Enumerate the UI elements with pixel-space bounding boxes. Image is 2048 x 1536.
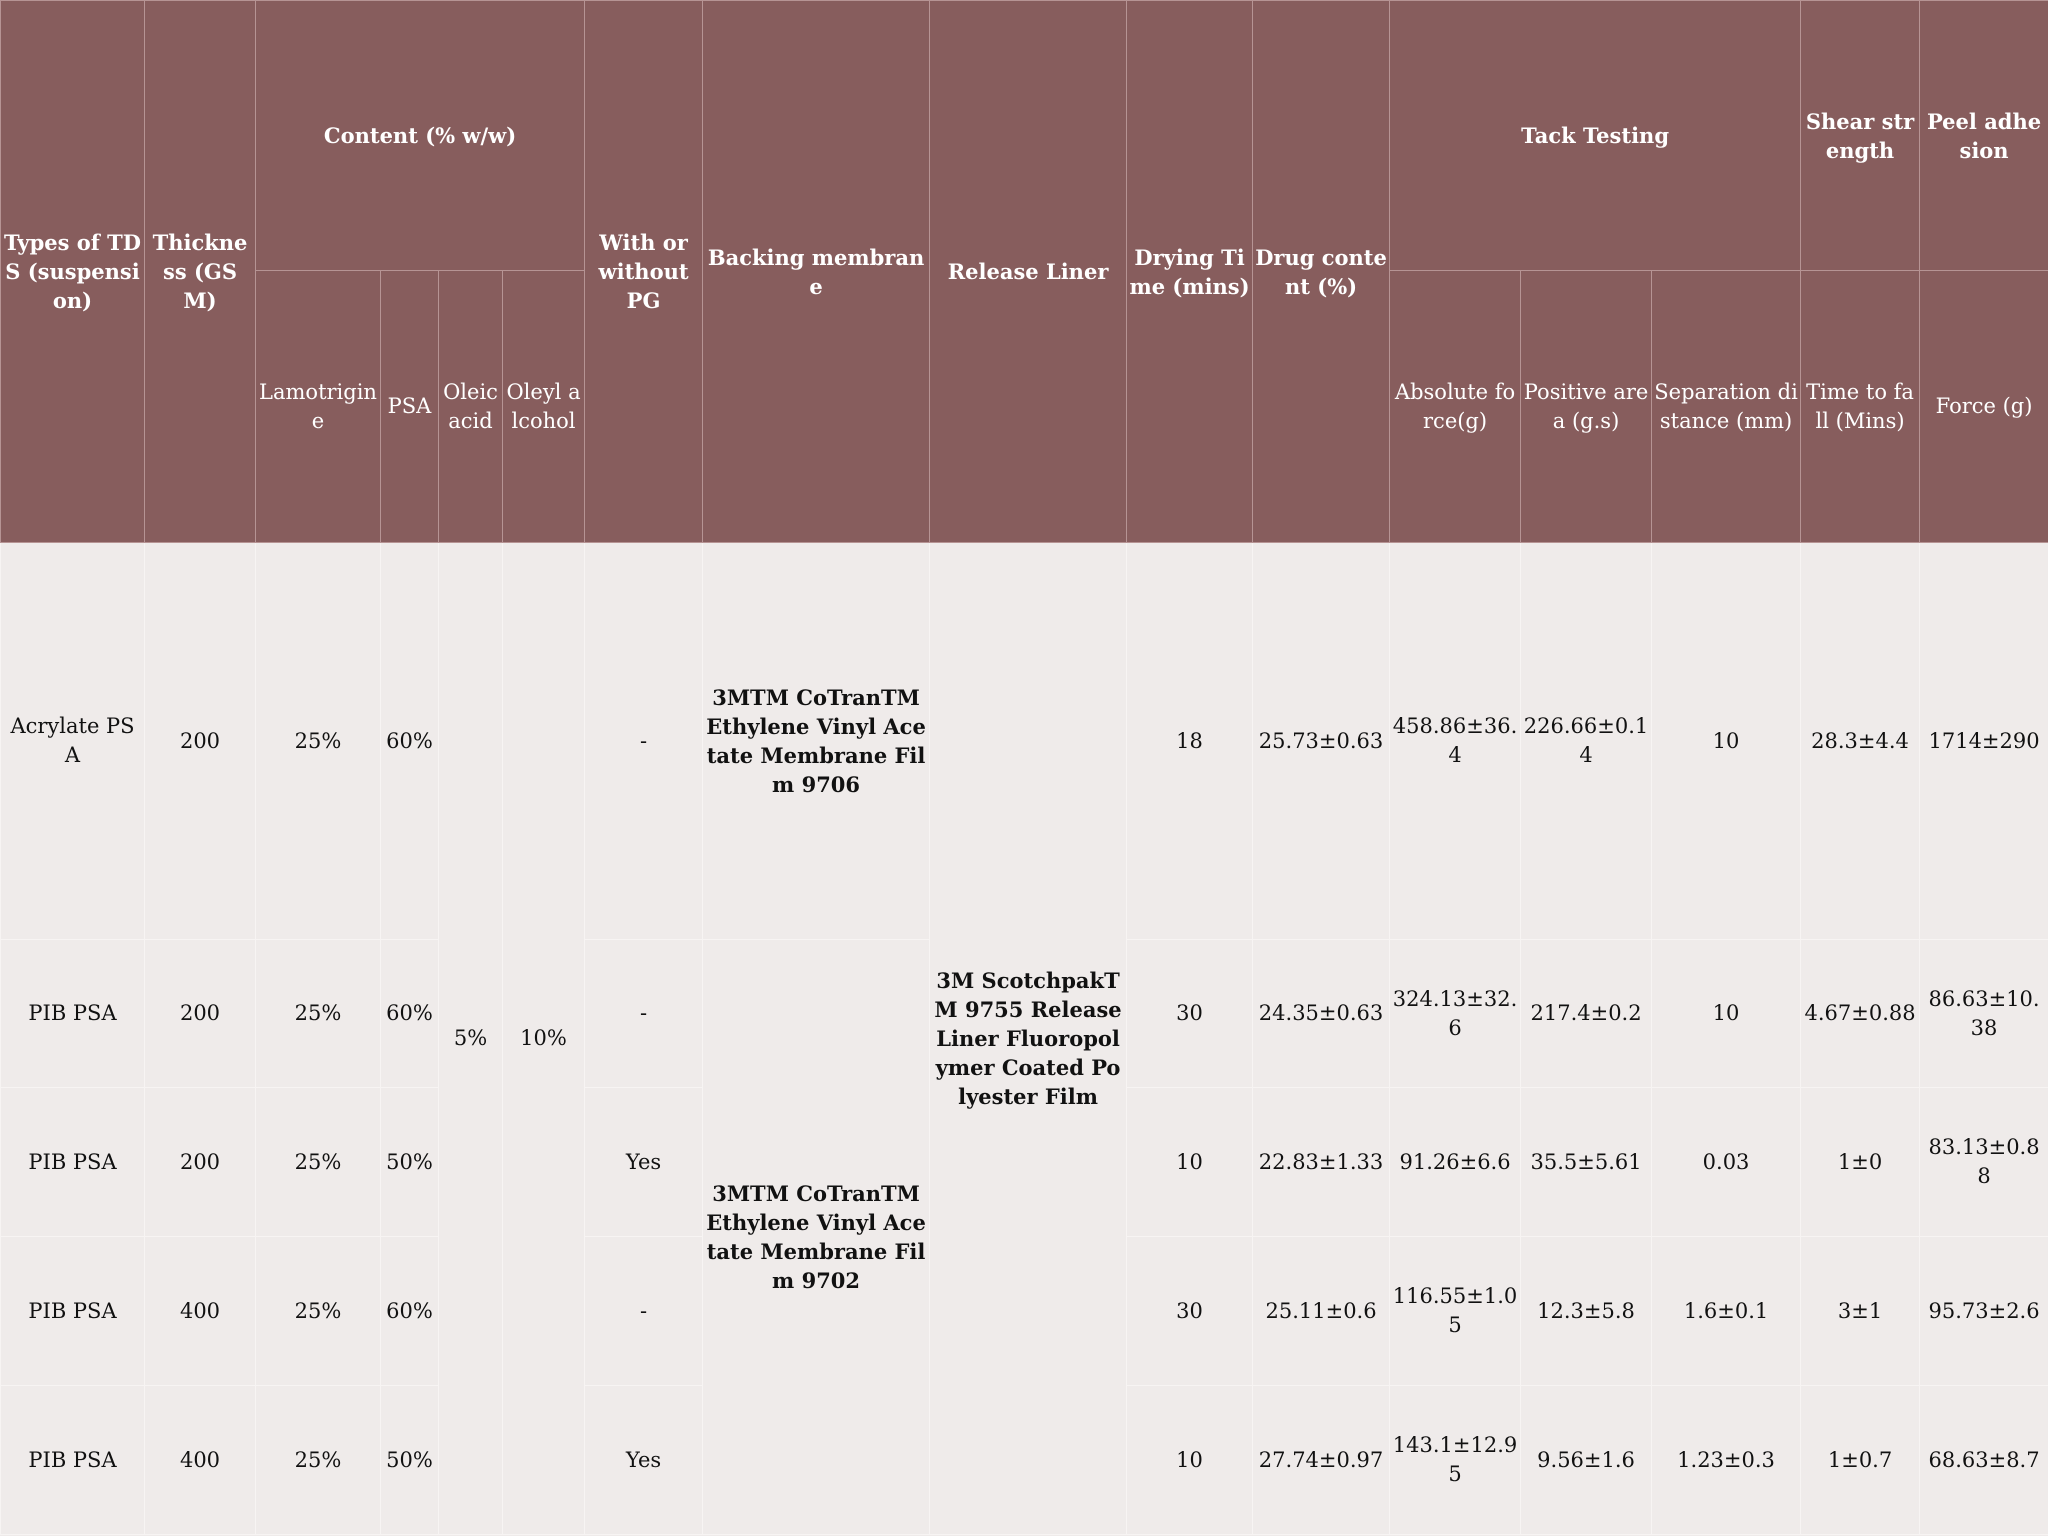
cell-absolute-force: 116.55±1.05 — [1390, 1237, 1521, 1386]
header-release-liner: Release Liner — [930, 1, 1127, 543]
cell-time-to-fall: 3±1 — [1801, 1237, 1920, 1386]
cell-absolute-force: 324.13±32.6 — [1390, 940, 1521, 1088]
cell-absolute-force: 143.1±12.95 — [1390, 1386, 1521, 1535]
header-tack-testing: Tack Testing — [1390, 1, 1801, 271]
cell-drug-content: 22.83±1.33 — [1253, 1088, 1390, 1237]
cell-backing-membrane: 3MTM CoTranTM Ethylene Vinyl Acetate Membrane Film 9702 — [703, 940, 930, 1535]
header-pg: With or without PG — [585, 1, 703, 543]
cell-positive-area: 9.56±1.6 — [1521, 1386, 1652, 1535]
header-oleic-acid: Oleic acid — [439, 271, 503, 543]
cell-lamotrigine: 25% — [256, 1237, 381, 1386]
cell-force: 95.73±2.6 — [1920, 1237, 2048, 1386]
cell-oleyl-alcohol: 10% — [503, 543, 585, 1535]
cell-drug-content: 25.73±0.63 — [1253, 543, 1390, 940]
cell-drying-time: 18 — [1127, 543, 1253, 940]
header-types: Types of TDS (suspension) — [1, 1, 145, 543]
cell-psa: 50% — [381, 1386, 439, 1535]
cell-thickness: 200 — [145, 543, 256, 940]
cell-psa: 60% — [381, 940, 439, 1088]
cell-pg: Yes — [585, 1386, 703, 1535]
cell-psa: 60% — [381, 1237, 439, 1386]
cell-drying-time: 30 — [1127, 940, 1253, 1088]
cell-pg: Yes — [585, 1088, 703, 1237]
cell-time-to-fall: 1±0 — [1801, 1088, 1920, 1237]
cell-positive-area: 226.66±0.14 — [1521, 543, 1652, 940]
cell-type: PIB PSA — [1, 1237, 145, 1386]
cell-type: PIB PSA — [1, 940, 145, 1088]
cell-force: 68.63±8.7 — [1920, 1386, 2048, 1535]
header-content: Content (% w/w) — [256, 1, 585, 271]
table-header — [1, 1, 2048, 543]
cell-drying-time: 10 — [1127, 1386, 1253, 1535]
cell-lamotrigine: 25% — [256, 1386, 381, 1535]
cell-drug-content: 24.35±0.63 — [1253, 940, 1390, 1088]
table-row — [1, 543, 2048, 940]
cell-type: PIB PSA — [1, 1386, 145, 1535]
cell-thickness: 400 — [145, 1386, 256, 1535]
cell-time-to-fall: 1±0.7 — [1801, 1386, 1920, 1535]
cell-drug-content: 25.11±0.6 — [1253, 1237, 1390, 1386]
cell-pg: - — [585, 1237, 703, 1386]
cell-force: 1714±290 — [1920, 543, 2048, 940]
cell-separation-distance: 1.23±0.3 — [1652, 1386, 1801, 1535]
header-shear-strength: Shear strength — [1801, 1, 1920, 271]
header-lamotrigine: Lamotrigine — [256, 271, 381, 543]
header-thickness: Thickness (GSM) — [145, 1, 256, 543]
cell-type: PIB PSA — [1, 1088, 145, 1237]
cell-time-to-fall: 4.67±0.88 — [1801, 940, 1920, 1088]
cell-absolute-force: 91.26±6.6 — [1390, 1088, 1521, 1237]
cell-positive-area: 12.3±5.8 — [1521, 1237, 1652, 1386]
header-time-to-fall: Time to fall (Mins) — [1801, 271, 1920, 543]
cell-pg: - — [585, 940, 703, 1088]
header-drug-content: Drug content (%) — [1253, 1, 1390, 543]
cell-thickness: 400 — [145, 1237, 256, 1386]
cell-psa: 60% — [381, 543, 439, 940]
cell-lamotrigine: 25% — [256, 940, 381, 1088]
cell-psa: 50% — [381, 1088, 439, 1237]
cell-oleic-acid: 5% — [439, 543, 503, 1535]
cell-thickness: 200 — [145, 940, 256, 1088]
cell-type: Acrylate PSA — [1, 543, 145, 940]
cell-lamotrigine: 25% — [256, 543, 381, 940]
header-peel-adhesion: Peel adhesion — [1920, 1, 2048, 271]
header-psa: PSA — [381, 271, 439, 543]
cell-separation-distance: 0.03 — [1652, 1088, 1801, 1237]
header-separation-distance: Separation distance (mm) — [1652, 271, 1801, 543]
header-oleyl-alcohol: Oleyl alcohol — [503, 271, 585, 543]
cell-drying-time: 30 — [1127, 1237, 1253, 1386]
cell-drug-content: 27.74±0.97 — [1253, 1386, 1390, 1535]
header-absolute-force: Absolute force(g) — [1390, 271, 1521, 543]
header-force: Force (g) — [1920, 271, 2048, 543]
header-backing: Backing membrane — [703, 1, 930, 543]
header-positive-area: Positive area (g.s) — [1521, 271, 1652, 543]
cell-release-liner: 3M ScotchpakTM 9755 Release Liner Fluoropolymer Coated Polyester Film — [930, 543, 1127, 1535]
cell-drying-time: 10 — [1127, 1088, 1253, 1237]
cell-force: 83.13±0.88 — [1920, 1088, 2048, 1237]
cell-thickness: 200 — [145, 1088, 256, 1237]
header-drying-time: Drying Time (mins) — [1127, 1, 1253, 543]
cell-separation-distance: 1.6±0.1 — [1652, 1237, 1801, 1386]
cell-absolute-force: 458.86±36.4 — [1390, 543, 1521, 940]
cell-backing-membrane: 3MTM CoTranTM Ethylene Vinyl Acetate Membrane Film 9706 — [703, 543, 930, 940]
cell-separation-distance: 10 — [1652, 543, 1801, 940]
cell-positive-area: 217.4±0.2 — [1521, 940, 1652, 1088]
cell-positive-area: 35.5±5.61 — [1521, 1088, 1652, 1237]
cell-separation-distance: 10 — [1652, 940, 1801, 1088]
cell-force: 86.63±10.38 — [1920, 940, 2048, 1088]
cell-time-to-fall: 28.3±4.4 — [1801, 543, 1920, 940]
cell-pg: - — [585, 543, 703, 940]
cell-lamotrigine: 25% — [256, 1088, 381, 1237]
table-body — [1, 543, 2048, 1535]
